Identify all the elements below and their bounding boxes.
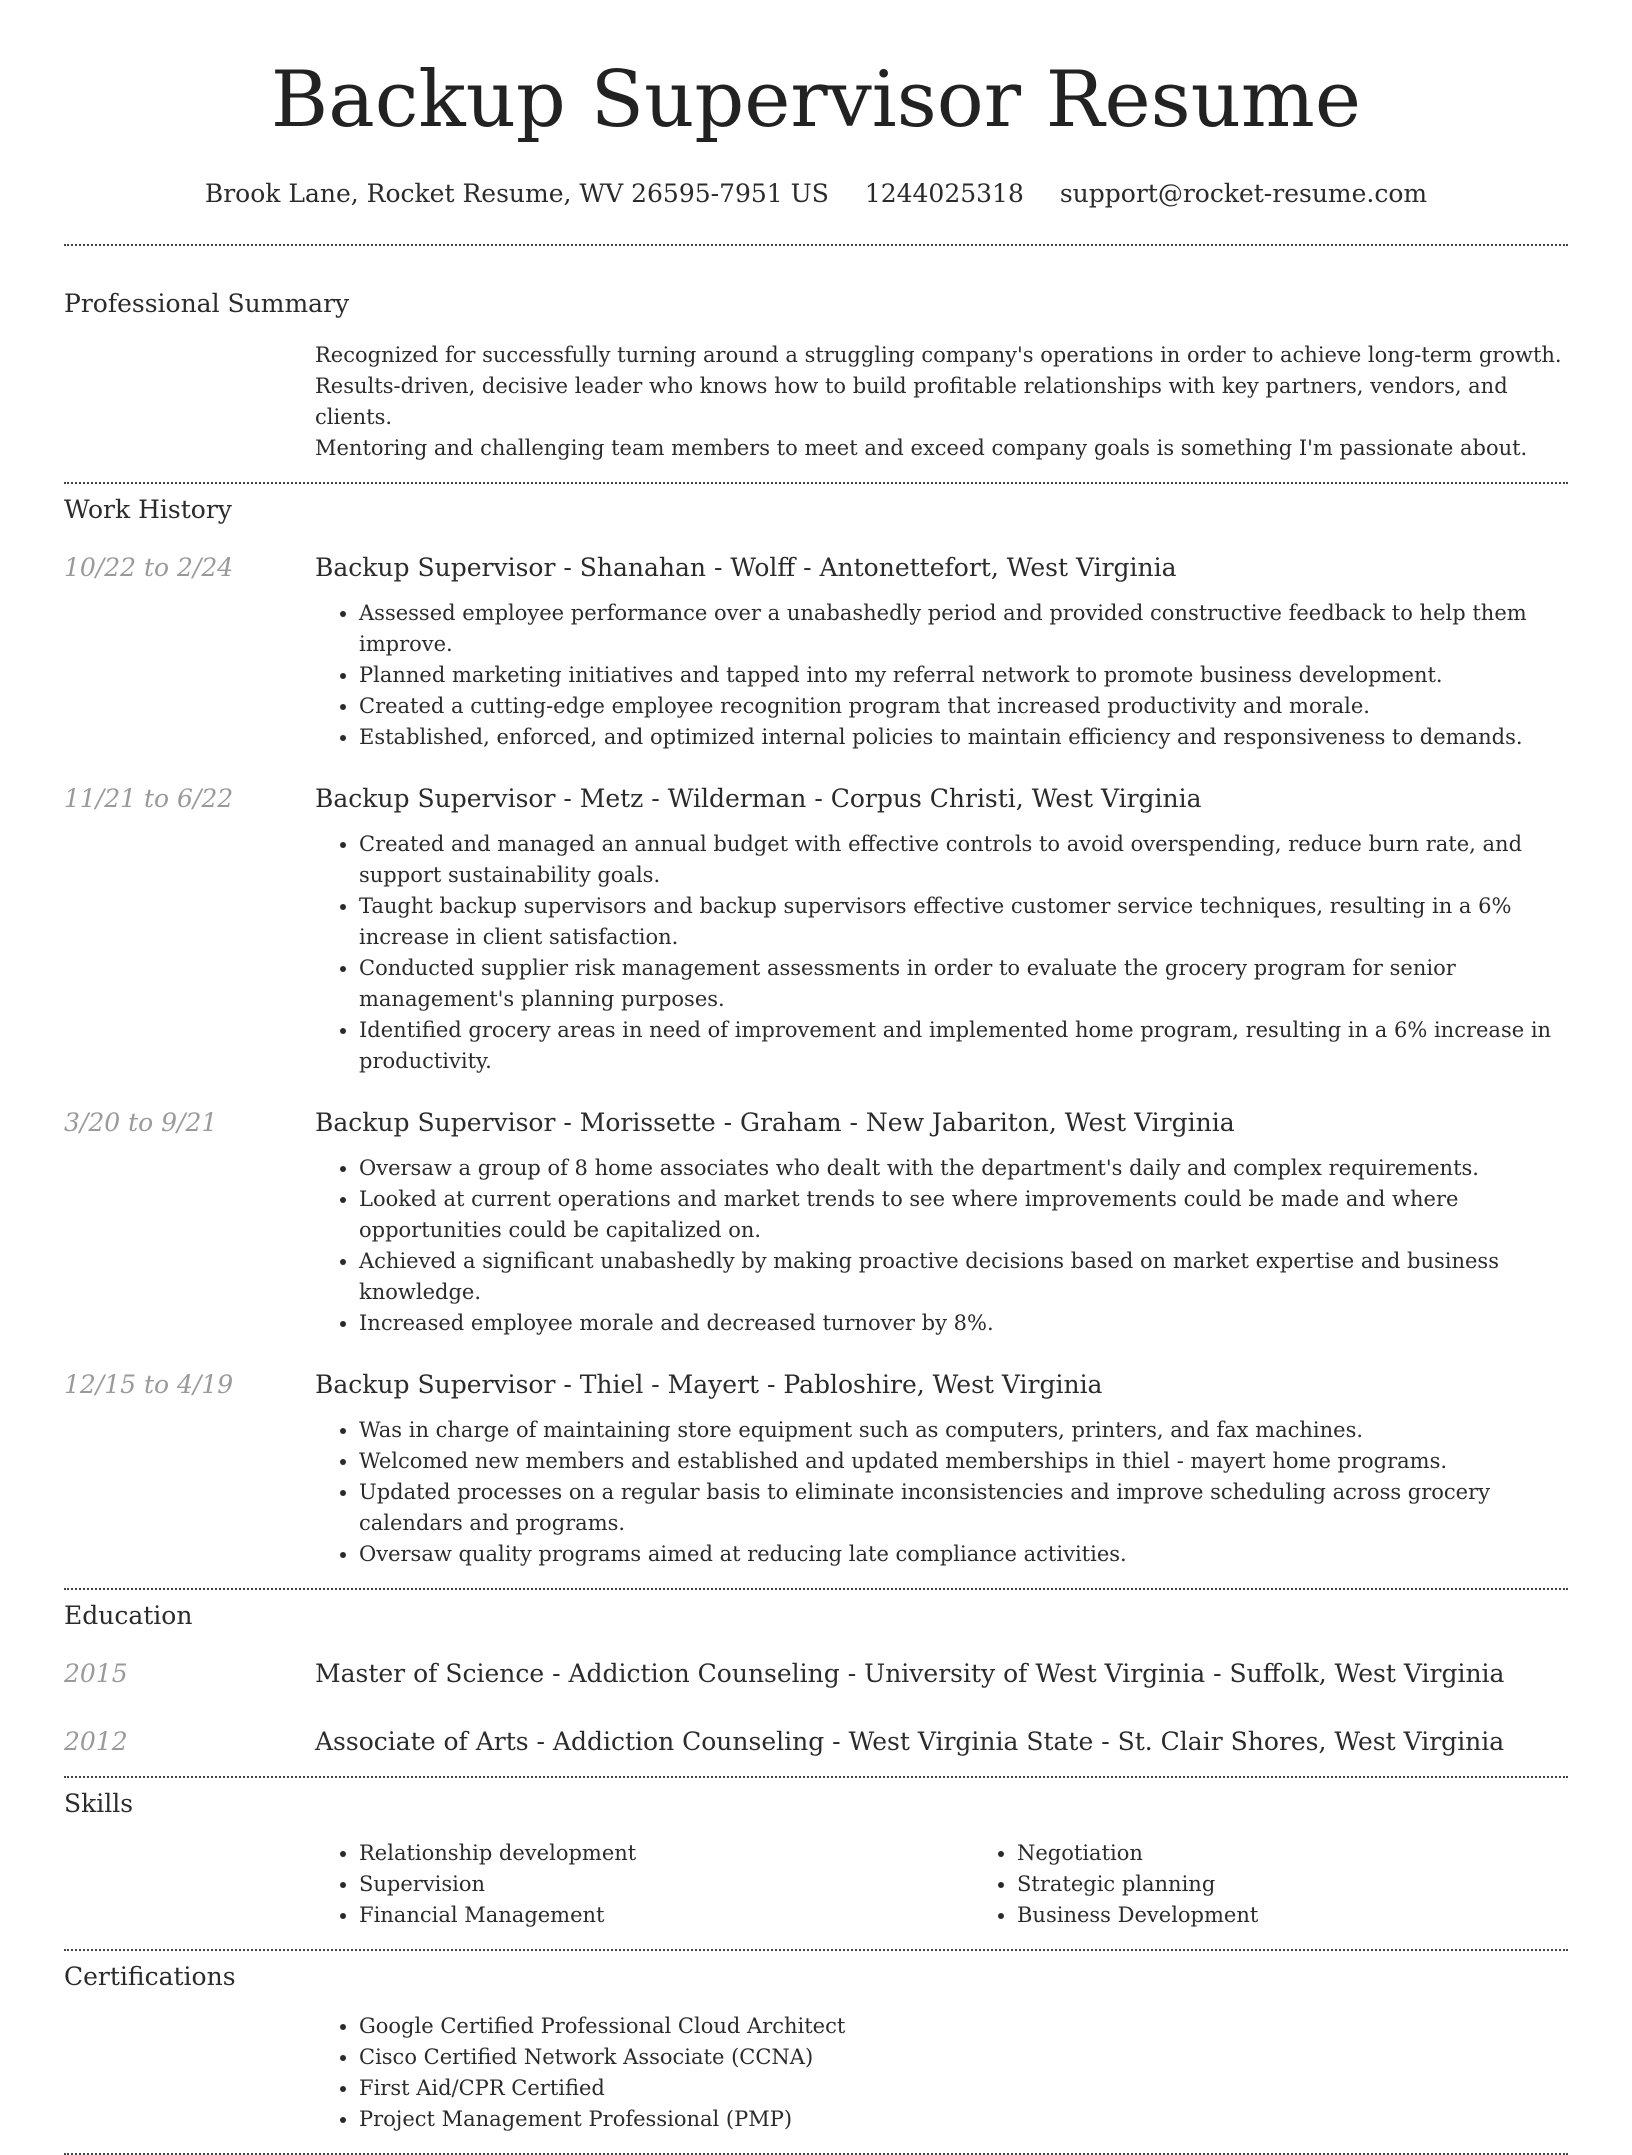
contact-address: Brook Lane, Rocket Resume, WV 26595-7951 US	[204, 179, 829, 208]
contact-phone: 1244025318	[864, 179, 1024, 208]
job-bullets	[315, 598, 1568, 753]
list-item: • Negotiation	[1017, 1838, 1631, 1869]
list-item: • Identified grocery areas in need of improvement and implemented home program, resulting in a 6% increase in productivity.	[359, 1015, 1568, 1077]
job-title: Backup Supervisor - Morissette - Graham - New Jabariton, West Virginia	[315, 1108, 1235, 1137]
skills-grid	[315, 1838, 1631, 1931]
page-title: Backup Supervisor Resume	[270, 55, 1362, 145]
list-item: • Relationship development	[359, 1838, 973, 1869]
list-item: • Was in charge of maintaining store equipment such as computers, printers, and fax machines.	[359, 1415, 1568, 1446]
list-item: • Project Management Professional (PMP)	[359, 2104, 1568, 2135]
section-title-summary: Professional Summary	[64, 289, 350, 318]
list-item: • Conducted supplier risk management assessments in order to evaluate the grocery program for senior management's planning purposes.	[359, 953, 1568, 1015]
education-text: Master of Science - Addiction Counseling - University of West Virginia - Suffolk, West Virginia	[315, 1659, 1505, 1688]
job-entry	[64, 1107, 1568, 1339]
list-item: • Achieved a significant unabashedly by making proactive decisions based on market expertise and business knowledge.	[359, 1246, 1568, 1308]
job-entry	[64, 1369, 1568, 1570]
list-item: • Business Development	[1017, 1900, 1631, 1931]
education-entry	[64, 1658, 1568, 1690]
summary-body	[315, 340, 1568, 464]
summary-line: Recognized for successfully turning around a struggling company's operations in order to achieve long-term growth.	[315, 343, 1562, 367]
list-item: • Created and managed an annual budget with effective controls to avoid overspending, reduce burn rate, and support sustainability goals.	[359, 829, 1568, 891]
contact-line	[64, 178, 1568, 210]
education-year: 2012	[64, 1727, 128, 1756]
job-entry	[64, 783, 1568, 1077]
list-item: • Google Certified Professional Cloud Architect	[359, 2011, 1568, 2042]
contact-email: support@rocket-resume.com	[1059, 179, 1428, 208]
work-section	[64, 484, 1568, 1570]
certifications-section	[64, 1951, 1568, 2135]
education-section	[64, 1590, 1568, 1758]
list-item: • Supervision	[359, 1869, 973, 1900]
education-text: Associate of Arts - Addiction Counseling - West Virginia State - St. Clair Shores, West Virginia	[315, 1727, 1505, 1756]
resume-header	[64, 0, 1568, 210]
skills-section	[64, 1778, 1568, 1931]
job-title: Backup Supervisor - Thiel - Mayert - Pabloshire, West Virginia	[315, 1370, 1103, 1399]
list-item: • Welcomed new members and established and updated memberships in thiel - mayert home programs.	[359, 1446, 1568, 1477]
list-item: • Planned marketing initiatives and tapped into my referral network to promote business development.	[359, 660, 1568, 691]
list-item: • Oversaw a group of 8 home associates who dealt with the department's daily and complex requirements.	[359, 1153, 1568, 1184]
education-year: 2015	[64, 1659, 128, 1688]
job-title: Backup Supervisor - Shanahan - Wolff - Antonettefort, West Virginia	[315, 553, 1177, 582]
summary-line: Mentoring and challenging team members to meet and exceed company goals is something I'm passionate about.	[315, 436, 1528, 460]
list-item: • Financial Management	[359, 1900, 973, 1931]
section-title-skills: Skills	[64, 1789, 134, 1818]
job-dates: 10/22 to 2/24	[64, 553, 234, 582]
job-bullets	[315, 1153, 1568, 1339]
summary-line: Results-driven, decisive leader who knows how to build profitable relationships with key partners, vendors, and clients.	[315, 374, 1508, 429]
list-item: • Created a cutting-edge employee recognition program that increased productivity and morale.	[359, 691, 1568, 722]
list-item: • Taught backup supervisors and backup supervisors effective customer service techniques, resulting in a 6% increase in client satisfaction.	[359, 891, 1568, 953]
list-item: • Assessed employee performance over a unabashedly period and provided constructive feedback to help them improve.	[359, 598, 1568, 660]
list-item: • Updated processes on a regular basis to eliminate inconsistencies and improve scheduling across grocery calendars and programs.	[359, 1477, 1568, 1539]
list-item: • Increased employee morale and decreased turnover by 8%.	[359, 1308, 1568, 1339]
list-item: • Cisco Certified Network Associate (CCNA)	[359, 2042, 1568, 2073]
certifications-list	[315, 2011, 1568, 2135]
job-title: Backup Supervisor - Metz - Wilderman - Corpus Christi, West Virginia	[315, 784, 1202, 813]
job-bullets	[315, 829, 1568, 1077]
skills-list-right	[973, 1838, 1631, 1931]
job-bullets	[315, 1415, 1568, 1570]
section-title-education: Education	[64, 1601, 193, 1630]
job-dates: 12/15 to 4/19	[64, 1370, 234, 1399]
education-entry	[64, 1726, 1568, 1758]
list-item: • Established, enforced, and optimized internal policies to maintain efficiency and responsiveness to demands.	[359, 722, 1568, 753]
list-item: • Strategic planning	[1017, 1869, 1631, 1900]
list-item: • Oversaw quality programs aimed at reducing late compliance activities.	[359, 1539, 1568, 1570]
job-dates: 11/21 to 6/22	[64, 784, 234, 813]
job-dates: 3/20 to 9/21	[64, 1108, 218, 1137]
skills-list-left	[315, 1838, 973, 1931]
section-title-certifications: Certifications	[64, 1962, 236, 1991]
list-item: • First Aid/CPR Certified	[359, 2073, 1568, 2104]
section-title-work: Work History	[64, 495, 232, 524]
summary-section	[64, 246, 1568, 464]
job-entry	[64, 552, 1568, 753]
list-item: • Looked at current operations and market trends to see where improvements could be made and where opportunities could be capitalized on.	[359, 1184, 1568, 1246]
